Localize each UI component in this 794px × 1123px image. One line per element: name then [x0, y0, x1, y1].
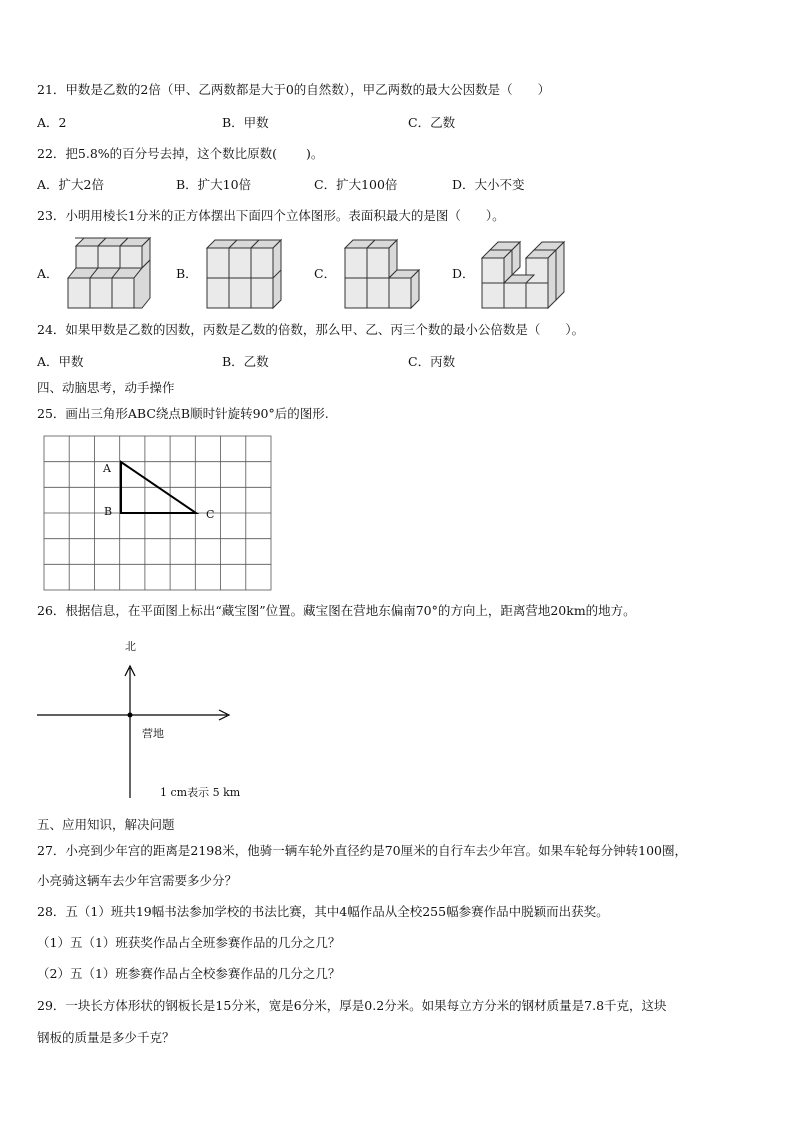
q23-stem: 23．小明用棱长1分米的正方体摆出下面四个立体图形。表面积最大的是图（ ）。	[37, 208, 505, 223]
q26-camp-label: 营地	[142, 727, 164, 740]
q25-point-c: C	[206, 508, 215, 521]
q23-label-d[interactable]: D．	[452, 266, 475, 281]
q21-option-b[interactable]: B．甲数	[222, 115, 269, 130]
q27-line1: 27．小亮到少年宫的距离是2198米，他骑一辆车轮外直径约是70厘米的自行车去少年宫。如果车轮每分钟转100圈，	[37, 843, 687, 858]
q21-stem: 21．甲数是乙数的2倍（甲、乙两数都是大于0的自然数），甲乙两数的最大公因数是（ ）	[37, 82, 551, 97]
q21-option-c[interactable]: C．乙数	[408, 115, 456, 130]
q25-stem: 25．画出三角形ABC绕点B顺时针旋转90°后的图形.	[37, 406, 329, 421]
q26-north-label: 北	[125, 640, 136, 653]
q29-line1: 29．一块长方体形状的钢板长是15分米，宽是6分米，厚是0.2分米。如果每立方分米的钢材质量是7.8千克，这块	[37, 998, 667, 1013]
q25-grid	[44, 436, 272, 591]
q24-option-b[interactable]: B．乙数	[222, 354, 269, 369]
q23-figure-a	[66, 238, 156, 312]
q26-scale-label: 1 cm表示 5 km	[160, 786, 241, 799]
q26-stem: 26．根据信息，在平面图上标出“藏宝图”位置。藏宝图在营地东偏南70°的方向上，距离营地20km的地方。	[37, 603, 636, 618]
q23-figure-d	[480, 238, 570, 312]
q24-option-a[interactable]: A．甲数	[37, 354, 84, 369]
q23-label-c[interactable]: C．	[314, 266, 337, 281]
q22-stem: 22．把5.8%的百分号去掉，这个数比原数( )。	[37, 146, 324, 161]
q28-sub1: （1）五（1）班获奖作品占全班参赛作品的几分之几？	[37, 935, 341, 950]
q26-compass-diagram	[37, 660, 237, 800]
q21-option-a[interactable]: A．2	[37, 115, 67, 130]
q25-point-b: B	[104, 505, 113, 518]
q28-sub2: （2）五（1）班参赛作品占全校参赛作品的几分之几？	[37, 966, 341, 981]
q25-point-a: A	[103, 462, 111, 475]
q23-label-a[interactable]: A．	[37, 266, 59, 281]
q23-label-b[interactable]: B．	[176, 266, 198, 281]
q24-stem: 24．如果甲数是乙数的因数，丙数是乙数的倍数，那么甲、乙、丙三个数的最小公倍数是（ ）。	[37, 322, 585, 337]
section4-heading: 四、动脑思考，动手操作	[37, 380, 175, 395]
q29-line2: 钢板的质量是多少千克？	[37, 1030, 175, 1045]
q22-option-a[interactable]: A．扩大2倍	[37, 177, 104, 192]
q28-stem: 28．五（1）班共19幅书法参加学校的书法比赛，其中4幅作品从全校255幅参赛作品中脱颖而出获奖。	[37, 904, 609, 919]
q23-figure-c	[343, 238, 433, 312]
q22-option-c[interactable]: C．扩大100倍	[314, 177, 398, 192]
q22-option-b[interactable]: B．扩大10倍	[176, 177, 252, 192]
camp-point	[128, 713, 133, 718]
q27-line2: 小亮骑这辆车去少年宫需要多少分？	[37, 873, 238, 888]
q23-figure-b	[205, 238, 295, 312]
q24-option-c[interactable]: C．丙数	[408, 354, 456, 369]
q22-option-d[interactable]: D．大小不变	[452, 177, 525, 192]
section5-heading: 五、应用知识，解决问题	[37, 817, 175, 832]
